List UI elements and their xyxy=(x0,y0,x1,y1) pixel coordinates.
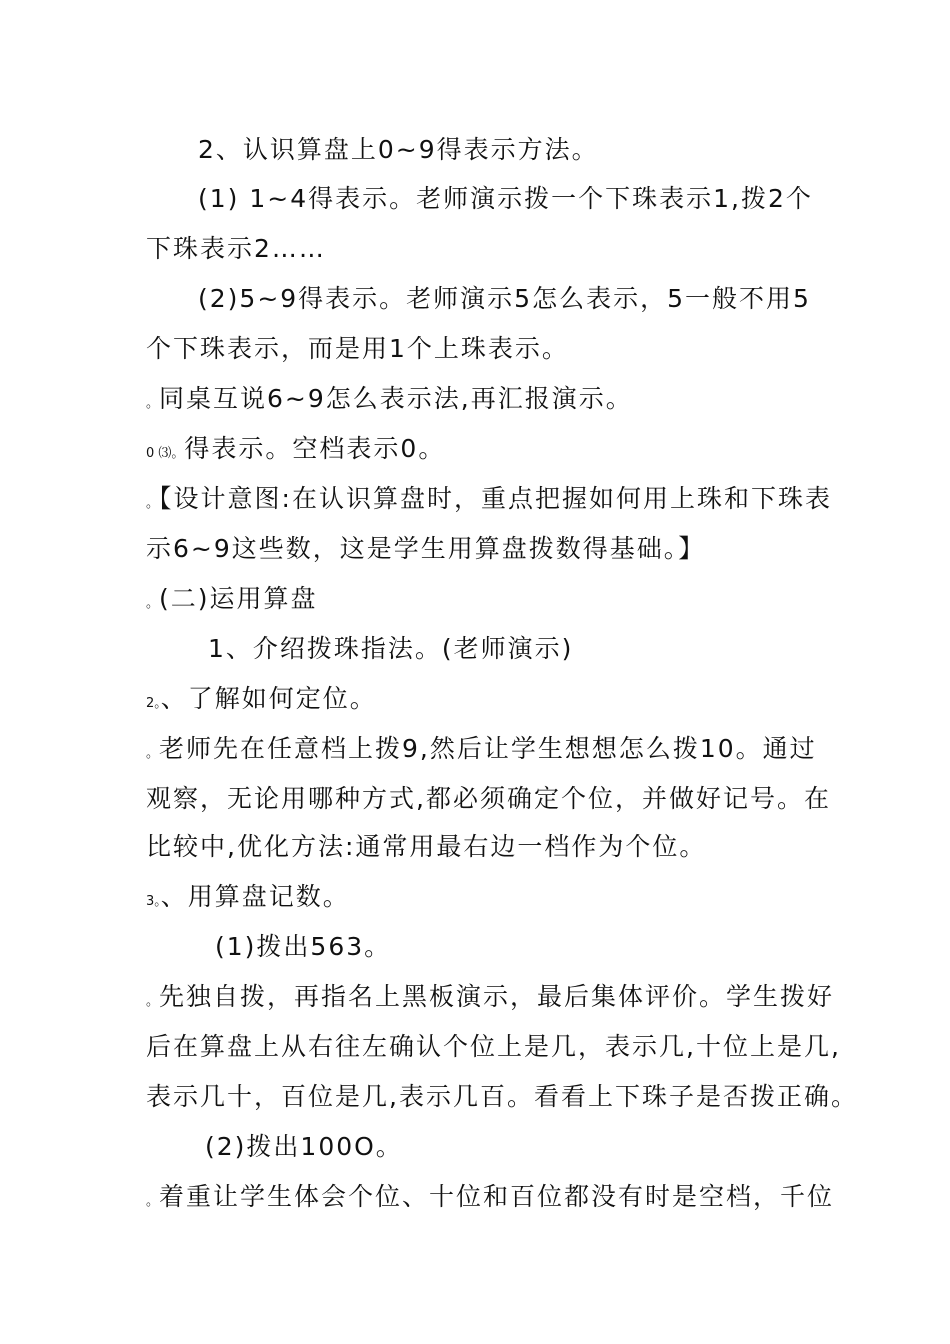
text-line xyxy=(146,383,633,420)
line-mark: 。 xyxy=(146,1194,160,1209)
text-line xyxy=(215,931,391,963)
text-line xyxy=(205,1131,403,1163)
text-line xyxy=(146,1081,858,1113)
line-mark: 2。 xyxy=(146,696,161,711)
text-line xyxy=(146,881,350,918)
line-text: 老师先在任意档上拨9,然后让学生想想怎么拨10。通过 xyxy=(159,734,817,763)
text-line xyxy=(146,783,831,815)
line-text: 先独自拨，再指名上黑板演示，最后集体评价。学生拨好 xyxy=(159,982,835,1011)
text-line xyxy=(198,283,811,315)
line-mark: 。 xyxy=(146,994,160,1009)
line-mark: 0 ⑶。 xyxy=(146,446,185,461)
text-line xyxy=(146,333,569,365)
line-text: 个下珠表示，而是用1个上珠表示。 xyxy=(146,334,569,363)
line-mark: 。 xyxy=(146,396,160,411)
text-line xyxy=(198,134,599,166)
line-mark: 。 xyxy=(146,596,160,611)
text-line xyxy=(146,483,832,520)
line-text: (2)拨出100O。 xyxy=(205,1132,403,1161)
text-line xyxy=(146,831,706,863)
line-text: 、用算盘记数。 xyxy=(160,882,350,911)
text-line xyxy=(208,633,573,665)
line-text: 表示几十，百位是几,表示几百。看看上下珠子是否拨正确。 xyxy=(146,1082,858,1111)
line-text: (1)拨出563。 xyxy=(215,932,392,961)
line-mark: 。 xyxy=(146,746,160,761)
text-line xyxy=(146,683,377,720)
line-text: 同桌互说6~9怎么表示法,再汇报演示。 xyxy=(159,384,633,413)
line-text: 后在算盘上从右往左确认个位上是几，表示几,十位上是几, xyxy=(146,1032,841,1061)
line-mark: 。 xyxy=(146,496,160,511)
text-line xyxy=(146,583,318,620)
line-text: 着重让学生体会个位、十位和百位都没有时是空档，千位 xyxy=(159,1182,835,1211)
line-text: 下珠表示2…… xyxy=(146,234,326,263)
line-text: 、了解如何定位。 xyxy=(160,684,377,713)
text-line xyxy=(146,433,445,470)
line-text: (1) 1~4得表示。老师演示拨一个下珠表示1,拨2个 xyxy=(198,184,813,213)
line-text: 【设计意图:在认识算盘时，重点把握如何用上珠和下珠表 xyxy=(159,484,832,513)
line-text: 得表示。空档表示0。 xyxy=(184,434,446,463)
line-text: 观察，无论用哪种方式,都必须确定个位，并做好记号。在 xyxy=(146,784,831,813)
text-line xyxy=(198,183,813,215)
text-line xyxy=(146,533,705,565)
text-line xyxy=(146,1181,835,1218)
line-text: 比较中,优化方法:通常用最右边一档作为个位。 xyxy=(146,832,707,861)
line-text: (2)5~9得表示。老师演示5怎么表示，5一般不用5 xyxy=(198,284,811,313)
text-line xyxy=(146,981,835,1018)
text-line xyxy=(146,233,326,265)
line-mark: 3。 xyxy=(146,894,161,909)
line-text: 2、认识算盘上0~9得表示方法。 xyxy=(198,135,599,164)
text-line xyxy=(146,1031,841,1063)
line-text: 1、介绍拨珠指法。(老师演示) xyxy=(208,634,574,663)
line-text: (二)运用算盘 xyxy=(159,584,318,613)
line-text: 示6~9这些数，这是学生用算盘拨数得基础。】 xyxy=(146,534,706,563)
text-line xyxy=(146,733,817,770)
